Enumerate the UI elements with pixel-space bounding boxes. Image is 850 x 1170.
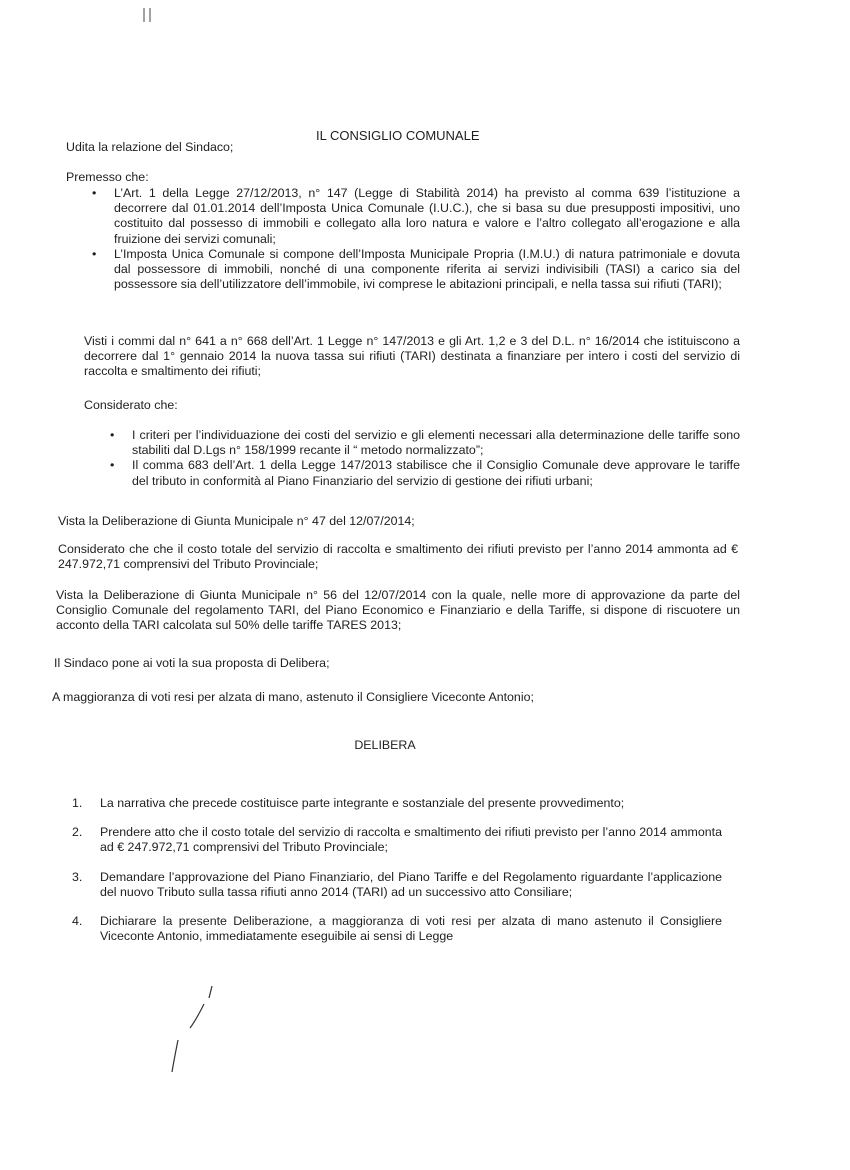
considerato-costo: Considerato che che il costo totale del servizio di raccolta e smaltimento dei rifiuti previsto per l’anno 2014 ammonta ad € 247.972,71 comprensivi del Tributo Provinciale; xyxy=(58,542,738,572)
sindaco-proposta: Il Sindaco pone ai voti la sua proposta di Delibera; xyxy=(54,656,330,670)
delibera-item-2 xyxy=(72,825,722,855)
delibera-item-number: 4. xyxy=(72,914,83,929)
pen-stroke-marks xyxy=(160,980,230,1080)
udita-line: Udita la relazione del Sindaco; xyxy=(66,140,234,154)
scan-mark-top xyxy=(140,6,160,26)
visti-paragraph: Visti i commi dal n° 641 a n° 668 dell’Art. 1 Legge n° 147/2013 e gli Art. 1,2 e 3 del D.L. n° 16/2014 che istituiscono a decorrere dal 1° gennaio 2014 la nuova tassa sui rifiuti (TARI) destinata a finanziare per intero i costi del servizio di raccolta e smaltimento dei rifiuti; xyxy=(84,334,740,379)
premesso-list xyxy=(90,186,740,292)
delibera-item-4 xyxy=(72,914,722,944)
delibera-item-text: Dichiarare la presente Deliberazione, a maggioranza di voti resi per alzata di mano astenuto il Consigliere Viceconte Antonio, immediatamente eseguibile ai sensi di Legge xyxy=(100,914,722,944)
delibera-item-3 xyxy=(72,870,722,900)
page-title: IL CONSIGLIO COMUNALE xyxy=(316,128,480,143)
premesso-item: • L’Art. 1 della Legge 27/12/2013, n° 147 (Legge di Stabilità 2014) ha previsto al comma 639 l’istituzione a decorrere dal 01.01.2014 dell’Imposta Unica Comunale (I.U.C.), che si basa su due presupposti impositivi, uno costituito dal possesso di immobili e collegato alla loro natura e valore e l’altro collegato all’erogazione e alla fruizione dei servizi comunali; xyxy=(90,186,740,247)
delibera-item-number: 3. xyxy=(72,869,83,884)
delibera-list xyxy=(72,796,722,944)
delibera-item-text: Prendere atto che il costo totale del servizio di raccolta e smaltimento dei rifiuti previsto per l’anno 2014 ammonta ad € 247.972,71 comprensivi del Tributo Provinciale; xyxy=(100,825,722,855)
considerato-list xyxy=(108,428,740,489)
vista-giunta-47: Vista la Deliberazione di Giunta Municipale n° 47 del 12/07/2014; xyxy=(58,514,415,528)
delibera-title: DELIBERA xyxy=(354,738,416,752)
vista-giunta-56: Vista la Deliberazione di Giunta Municipale n° 56 del 12/07/2014 con la quale, nelle more di approvazione da parte del Consiglio Comunale del regolamento TARI, del Piano Economico e Finanziario e della Tariffe, si dispone di riscuotere un acconto della TARI calcolata sul 50% delle tariffe TARES 2013; xyxy=(56,588,740,633)
maggioranza-voti: A maggioranza di voti resi per alzata di mano, astenuto il Consigliere Viceconte Antonio; xyxy=(52,690,534,704)
delibera-item-1 xyxy=(72,796,722,811)
considerato-intro: Considerato che: xyxy=(84,398,178,412)
considerato-item: • Il comma 683 dell’Art. 1 della Legge 147/2013 stabilisce che il Consiglio Comunale deve approvare le tariffe del tributo in conformità al Piano Finanziario del servizio di gestione dei rifiuti urbani; xyxy=(108,458,740,488)
delibera-item-number: 1. xyxy=(72,796,83,810)
delibera-item-text: Demandare l’approvazione del Piano Finanziario, del Piano Tariffe e del Regolamento riguardante l’applicazione del nuovo Tributo sulla tassa rifiuti anno 2014 (TARI) ad un successivo atto Consiliare; xyxy=(100,869,722,899)
delibera-item-text: La narrativa che precede costituisce parte integrante e sostanziale del presente provvedimento; xyxy=(100,796,625,810)
delibera-item-number: 2. xyxy=(72,825,83,840)
premesso-item: • L’Imposta Unica Comunale si compone dell’Imposta Municipale Propria (I.M.U.) di natura patrimoniale e dovuta dal possessore di immobili, nonché di una componente riferita ai servizi indivisibili (TASI) a carico sia del possessore sia dell’utilizzatore dell’immobile, ivi comprese le abitazioni principali, e nella tassa sui rifiuti (TARI); xyxy=(90,247,740,293)
premesso-intro: Premesso che: xyxy=(66,170,149,184)
considerato-item: • I criteri per l’individuazione dei costi del servizio e gli elementi necessari alla determinazione delle tariffe sono stabiliti dal D.Lgs n° 158/1999 recante il “ metodo normalizzato”; xyxy=(108,428,740,458)
